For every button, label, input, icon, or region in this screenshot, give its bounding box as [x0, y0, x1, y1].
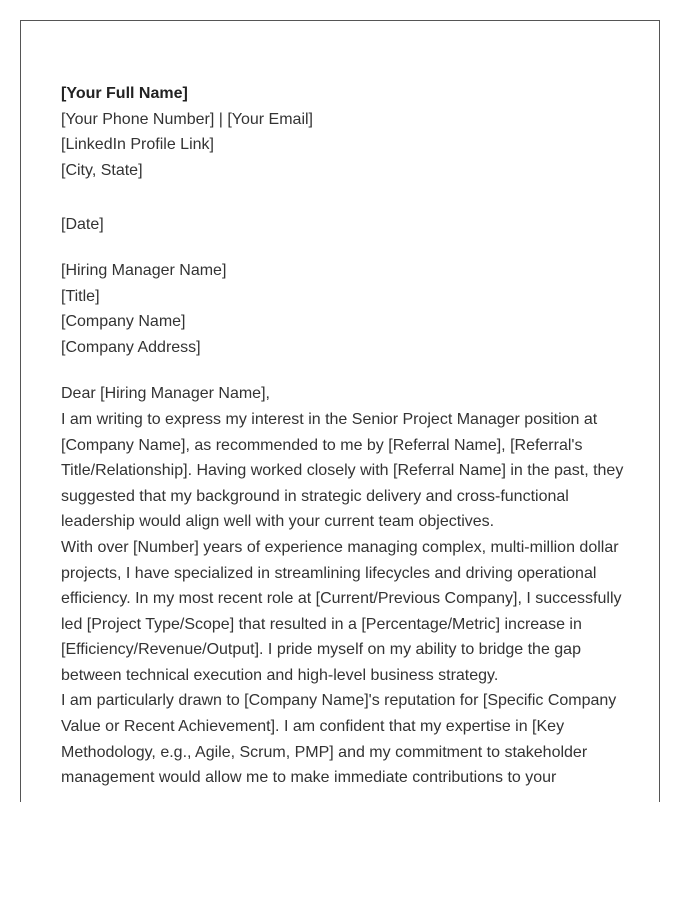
- letter-date: [Date]: [61, 216, 104, 234]
- spacer: [61, 360, 631, 381]
- spacer: [61, 183, 631, 212]
- salutation: Dear [Hiring Manager Name],: [61, 385, 270, 403]
- sender-full-name: [Your Full Name]: [61, 85, 188, 102]
- cover-letter: [61, 81, 631, 791]
- spacer: [61, 238, 631, 258]
- sender-city-state: [City, State]: [61, 161, 143, 179]
- recipient-company: [Company Name]: [61, 313, 186, 331]
- sender-contact: [Your Phone Number] | [Your Email]: [61, 110, 313, 128]
- body-paragraph-1: I am writing to express my interest in the Senior Project Manager position at [Company Name], as recommended to me by [Referral Name], [Referral's Title/Relationship]. Having worked closely with [Referral Name] in the past, they suggested that my background in strategic delivery and cross-functional leadership would align well with your current team objectives.: [61, 410, 624, 531]
- document-page: [20, 20, 660, 802]
- recipient-title: [Title]: [61, 287, 100, 305]
- recipient-name: [Hiring Manager Name]: [61, 261, 227, 279]
- recipient-address: [Company Address]: [61, 338, 201, 356]
- body-paragraph-2: With over [Number] years of experience managing complex, multi-million dollar projects, I have specialized in streamlining lifecycles and driving operational efficiency. In my most recent role at [Current/Previous Company], I successfully led [Project Type/Scope] that resulted in a [Percentage/Metric] increase in [Efficiency/Revenue/Output]. I pride myself on my ability to bridge the gap between technical execution and high-level business strategy.: [61, 538, 622, 684]
- sender-linkedin: [LinkedIn Profile Link]: [61, 136, 214, 154]
- body-paragraph-3: I am particularly drawn to [Company Name]'s reputation for [Specific Company Value or Recent Achievement]. I am confident that my expertise in [Key Methodology, e.g., Agile, Scrum, PMP] and my commitment to stakeholder management would allow me to make immediate contributions to your: [61, 692, 617, 787]
